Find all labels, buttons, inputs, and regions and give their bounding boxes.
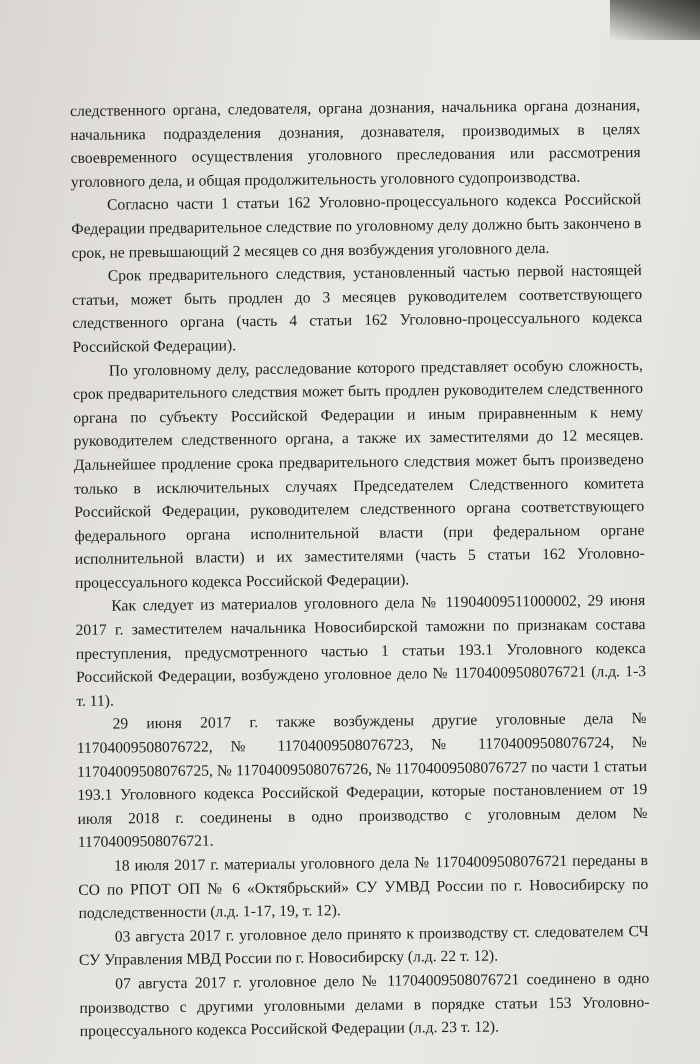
paragraph-6: 29 июня 2017 г. также возбуждены другие уголовные дела № 11704009508076722, № 11704009508076723, № 11704009508076724, № 11704009508076725, № 11704009508076726, № 11704009508076727 по части 1 статьи 193.1 Уголовного кодекса Российской Федерации, которые постановлением от 19 июля 2018 г. соединены в одно производство с уголовным делом № 11704009508076721. [76, 710, 648, 852]
paragraph-2: Согласно части 1 статьи 162 Уголовно-процессуального кодекса Российской Федерации предварительное следствие по уголовному делу должно быть закончено в срок, не превышающий 2 месяцев со дня возбуждения уголовного дела. [71, 191, 642, 262]
paragraph-3: Срок предварительного следствия, установленный частью первой настоящей статьи, может быть продлен до 3 месяцев руководителем соответствующего следственного органа (часть 4 статьи 162 Уголовно-процессуального кодекса Российской Федерации). [72, 262, 643, 356]
paragraph-1: следственного органа, следователя, органа дознания, начальника органа дознания, начальника подразделения дознания, дознавателя, производимых в целях своевременного осуществления уголовного преследования или рассмотрения уголовного дела, и общая продолжительность уголовного судопроизводства. [70, 97, 641, 191]
paragraph-4: По уголовному делу, расследование которого представляет особую сложность, срок предварительного следствия может быть продлен руководителем следственного органа по субъекту Российской Федерации и иным приравненным к нему руководителем следственного органа, а также их заместителями до 12 месяцев. Дальнейшее продление срока предварительного следствия может быть произведено только в исключительных случаях Председателем Следственного комитета Российской Федерации, руководителем следственного органа соответствующего федерального органа исполнительной власти (при федеральном органе исполнительной власти) и их заместителями (часть 5 статьи 162 Уголовно-процессуального кодекса Российской Федерации). [72, 356, 645, 592]
paragraph-8: 03 августа 2017 г. уголовное дело принято к производству ст. следователем СЧ СУ Управления МВД России по г. Новосибирску (л.д. 22 т. 12). [78, 922, 649, 970]
document-body [70, 94, 650, 1044]
paragraph-5: Как следует из материалов уголовного дела № 11904009511000002, 29 июня 2017 г. заместителем начальника Новосибирской таможни по признакам состава преступления, предусмотренного частью 1 статьи 193.1 Уголовного кодекса Российской Федерации, возбуждено уголовное дело № 11704009508076721 (л.д. 1-3 т. 11). [75, 592, 647, 710]
paragraph-7: 18 июля 2017 г. материалы уголовного дела № 11704009508076721 переданы в СО по РПОТ ОП № 6 «Октябрьский» СУ УМВД России по г. Новосибирску по подследственности (л.д. 1-17, 19, т. 12). [78, 851, 649, 923]
paragraph-9: 07 августа 2017 г. уголовное дело № 11704009508076721 соединено в одно производство с другими уголовными делами в порядке статьи 153 Уголовно-процессуального кодекса Российской Федерации (л.д. 23 т. 12). [79, 969, 650, 1041]
page-corner-shadow [610, 0, 700, 40]
